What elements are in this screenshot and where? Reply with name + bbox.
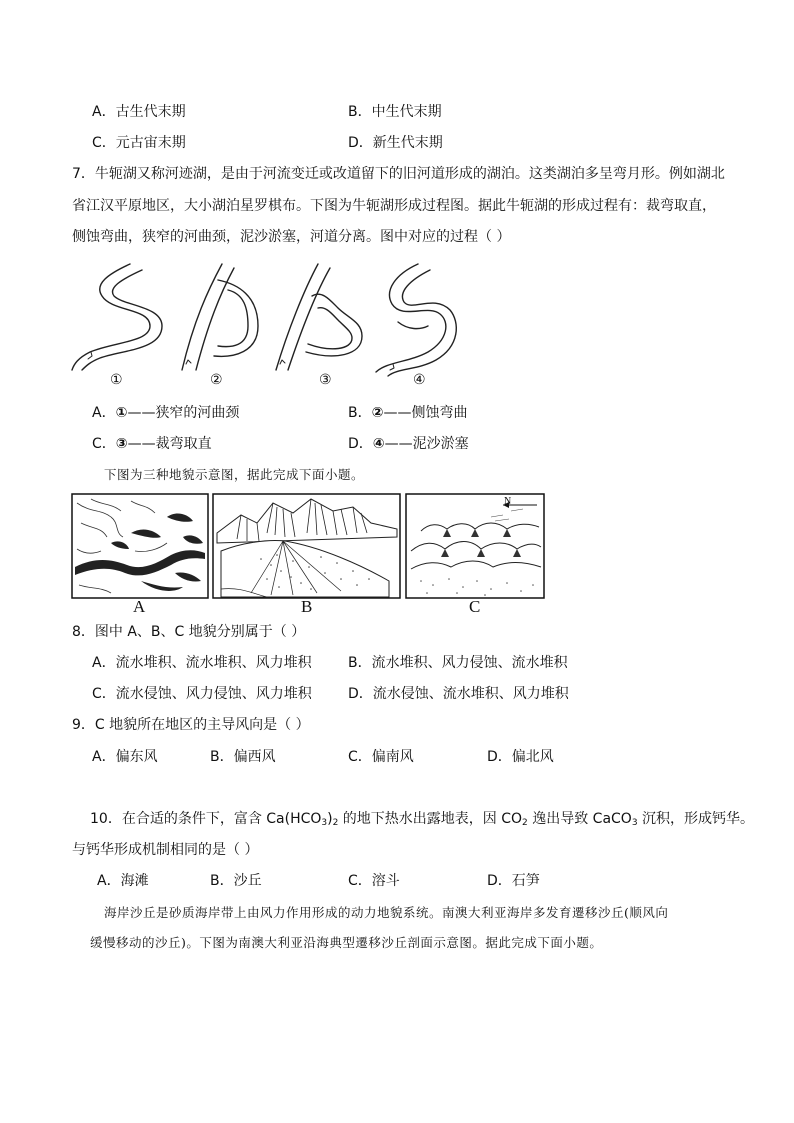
landform-c-image <box>406 494 544 598</box>
option-text: ——侧蚀弯曲 <box>383 405 468 421</box>
q6-option-a <box>92 102 186 122</box>
option-number: ③ <box>115 436 128 452</box>
option-text: 偏北风 <box>511 749 554 765</box>
option-text: ——裁弯取直 <box>127 436 212 452</box>
q10-subscript: 3 <box>321 818 328 828</box>
q10-option-a <box>97 871 149 891</box>
oxbow-stage-3-river <box>276 264 362 370</box>
q8-option-a <box>92 653 312 673</box>
option-number: ② <box>371 405 384 421</box>
option-letter: A． <box>92 749 116 765</box>
q6-option-c <box>92 133 186 153</box>
option-text: ——泥沙淤塞 <box>384 436 469 452</box>
q8-option-c <box>92 684 312 704</box>
option-letter: D． <box>487 873 512 889</box>
q10-stem-part: 的地下热水出露地表，因 CO <box>338 811 523 827</box>
q7-stem-line-1: 7．牛轭湖又称河迹湖，是由于河流变迁或改道留下的旧河道形成的湖泊。这类湖泊多呈弯月形。例如湖北 <box>72 166 725 182</box>
q10-subscript: 3 <box>631 818 638 828</box>
compass-north-label: N <box>504 496 512 507</box>
option-text: ——狭窄的河曲颈 <box>127 405 240 421</box>
option-text: 偏西风 <box>233 749 276 765</box>
q10-stem-part: 沉积，形成钙华。 <box>637 811 755 827</box>
option-text: 偏东风 <box>115 749 158 765</box>
option-letter: B． <box>348 405 372 421</box>
option-letter: B． <box>348 104 372 120</box>
option-letter: C． <box>92 436 116 452</box>
oxbow-label-2: ② <box>210 373 223 388</box>
q10-option-b <box>210 871 262 891</box>
option-letter: C． <box>92 135 116 151</box>
q7-stem-line-3: 侧蚀弯曲，狭窄的河曲颈，泥沙淤塞，河道分离。图中对应的过程（ ） <box>72 229 511 245</box>
q10-stem-line-1 <box>90 809 754 833</box>
oxbow-label-3: ③ <box>319 373 332 388</box>
option-letter: A． <box>97 873 121 889</box>
q9-stem: 9．C 地貌所在地区的主导风向是（ ） <box>72 717 310 733</box>
option-text: 石笋 <box>511 873 540 889</box>
option-letter: B． <box>348 655 372 671</box>
oxbow-stage-1-river <box>72 264 162 370</box>
option-text: 流水堆积、风力侵蚀、流水堆积 <box>371 655 568 671</box>
oxbow-label-4: ④ <box>413 373 426 388</box>
option-letter: C． <box>348 873 372 889</box>
dune-intro-line-1: 海岸沙丘是砂质海岸带上由风力作用形成的动力地貌系统。南澳大利亚海岸多发育遷移沙丘(顺风向 <box>104 905 669 920</box>
q6-option-b <box>348 102 442 122</box>
q10-stem-part: 10．在合适的条件下，富含 Ca(HCO <box>90 811 322 827</box>
option-letter: D． <box>487 749 512 765</box>
option-letter: A． <box>92 104 116 120</box>
q9-option-a <box>92 747 158 767</box>
landform-a-image <box>72 494 208 598</box>
q7-option-a <box>92 403 239 423</box>
landform-intro: 下图为三种地貌示意图，据此完成下面小题。 <box>104 467 365 482</box>
oxbow-label-1: ① <box>110 373 123 388</box>
option-letter: A． <box>92 655 116 671</box>
option-number: ④ <box>372 436 385 452</box>
option-letter: D． <box>348 686 373 702</box>
q10-subscript: 2 <box>522 818 528 828</box>
option-text: 流水侵蚀、风力侵蚀、风力堆积 <box>115 686 312 702</box>
option-letter: B． <box>210 749 234 765</box>
dune-intro-line-2: 缓慢移动的沙丘)。下图为南澳大利亚沿海典型遷移沙丘剖面示意图。据此完成下面小题。 <box>90 935 603 950</box>
option-text: 海滩 <box>120 873 149 889</box>
landform-label-b: B <box>301 597 313 616</box>
option-letter: B． <box>210 873 234 889</box>
option-text: 中生代末期 <box>371 104 442 120</box>
oxbow-lake-figure <box>68 260 468 390</box>
option-text: 古生代末期 <box>115 104 186 120</box>
oxbow-stage-2-river <box>182 264 258 370</box>
q7-option-b <box>348 403 467 423</box>
q10-stem-part: ) <box>327 811 333 827</box>
option-text: 偏南风 <box>371 749 414 765</box>
q7-option-d <box>348 434 469 454</box>
q9-option-c <box>348 747 414 767</box>
landforms-figure <box>71 493 546 601</box>
option-text: 沙丘 <box>233 873 262 889</box>
option-number: ① <box>115 405 128 421</box>
option-letter: C． <box>348 749 372 765</box>
option-letter: D． <box>348 135 373 151</box>
option-text: 流水侵蚀、流水堆积、风力堆积 <box>372 686 569 702</box>
option-text: 溶斗 <box>371 873 400 889</box>
q10-option-d <box>487 871 540 891</box>
landform-b-image <box>213 494 400 598</box>
q7-stem-line-2: 省江汉平原地区，大小湖泊星罗棋布。下图为牛轭湖形成过程图。据此牛轭湖的形成过程有：裁弯取直， <box>72 198 716 214</box>
q8-stem: 8．图中 A、B、C 地貌分别属于（ ） <box>72 624 306 640</box>
landform-label-a: A <box>133 597 146 616</box>
q8-option-b <box>348 653 568 673</box>
option-letter: A． <box>92 405 116 421</box>
q10-subscript: 2 <box>332 818 339 828</box>
q9-option-d <box>487 747 554 767</box>
q6-option-d <box>348 133 443 153</box>
option-letter: C． <box>92 686 116 702</box>
q10-stem-part: 逸出导致 CaCO <box>527 811 632 827</box>
option-letter: D． <box>348 436 373 452</box>
q7-option-c <box>92 434 212 454</box>
q10-stem-line-2: 与钙华形成机制相同的是（ ） <box>72 842 259 858</box>
landform-label-c: C <box>469 597 481 616</box>
q8-option-d <box>348 684 569 704</box>
q9-option-b <box>210 747 276 767</box>
option-text: 元古宙末期 <box>115 135 186 151</box>
oxbow-stage-4-river <box>376 264 456 376</box>
option-text: 新生代末期 <box>372 135 443 151</box>
option-text: 流水堆积、流水堆积、风力堆积 <box>115 655 312 671</box>
q10-option-c <box>348 871 400 891</box>
